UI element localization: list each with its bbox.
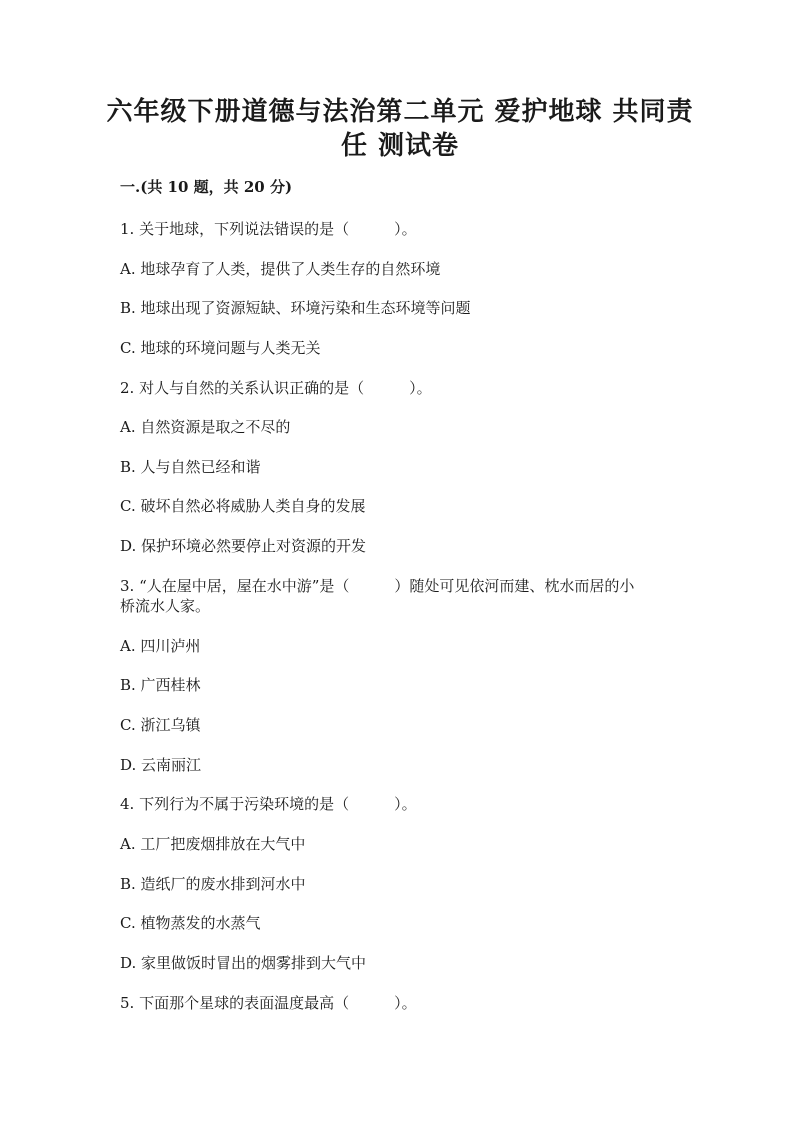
question-4-option-b: B. 造纸厂的废水排到河水中 [120,875,306,893]
question-3-stem-line-2: 桥流水人家。 [120,597,211,615]
question-3-option-d: D. 云南丽江 [120,756,202,774]
question-1-option-a: A. 地球孕育了人类，提供了人类生存的自然环境 [120,260,441,278]
question-1-stem: 1. 关于地球，下列说法错误的是（ ）。 [120,220,417,238]
question-3-stem-line-1: 3. “人在屋中居，屋在水中游”是（ ）随处可见依河而建、枕水而居的小 [120,577,635,595]
page-title-line-2: 任 测试卷 [340,131,460,161]
question-2-option-b: B. 人与自然已经和谐 [120,458,261,476]
question-3-option-b: B. 广西桂林 [120,676,201,694]
question-3-option-a: A. 四川泸州 [120,637,201,655]
question-2-option-a: A. 自然资源是取之不尽的 [120,418,291,436]
question-2-stem: 2. 对人与自然的关系认识正确的是（ ）。 [120,379,432,397]
question-4-option-c: C. 植物蒸发的水蒸气 [120,914,261,932]
question-4-stem: 4. 下列行为不属于污染环境的是（ ）。 [120,795,417,813]
question-5-stem: 5. 下面那个星球的表面温度最高（ ）。 [120,994,417,1012]
question-1-option-c: C. 地球的环境问题与人类无关 [120,339,321,357]
page-title-line-1: 六年级下册道德与法治第二单元 爱护地球 共同责 [106,97,694,127]
question-2-option-d: D. 保护环境必然要停止对资源的开发 [120,537,367,555]
question-4-option-a: A. 工厂把废烟排放在大气中 [120,835,306,853]
question-2-option-c: C. 破坏自然必将威胁人类自身的发展 [120,497,366,515]
section-heading: 一.(共 10 题，共 20 分) [120,178,293,196]
question-4-option-d: D. 家里做饭时冒出的烟雾排到大气中 [120,954,367,972]
question-3-option-c: C. 浙江乌镇 [120,716,201,734]
question-1-option-b: B. 地球出现了资源短缺、环境污染和生态环境等问题 [120,299,471,317]
